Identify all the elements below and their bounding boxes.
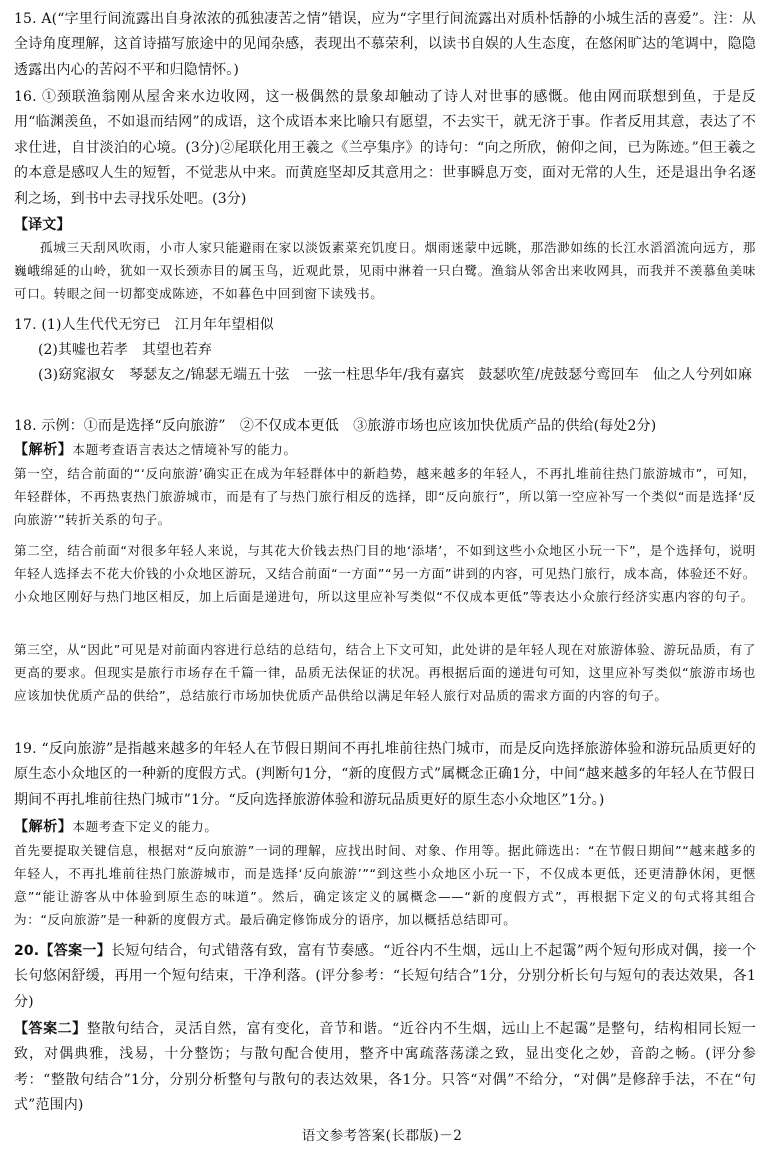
answer-18-blank-3: 第三空，从“因此”可见是对前面内容进行总结的总结句，结合上下文可知，此处讲的是年轻人现在对旅游体验、游玩品质，有了更高的要求。但现实是旅行市场存在千篇一律，品质无法保证的状况。再根据后面的递进句可知，这里应补写类似“旅游市场也应该加快优质产品的供给”，总结旅行市场加快优质产品供给以满足年轻人旅行对品质的需求方面的内容的句子。: [14, 642, 756, 703]
answer-20-option-1: [14, 939, 756, 1015]
answer-16: 16. ①颈联渔翁刚从屋舍来水边收网，这一极偶然的景象却触动了诗人对世事的感慨。他由网而联想到鱼，于是反用“临渊羡鱼，不如退而结网”的成语，这个成语本来比喻只有愿望，不去实干，就无济于事。作者反用其意，表达了不求仕进，自甘淡泊的心境。(3分)②尾联化用王羲之《兰亭集序》的诗句：“向之所欣，俯仰之间，已为陈迹。”但王羲之的本意是感叹人生的短暂，不觉悲从中来。而黄庭坚却反其意用之：世事瞬息万变，面对无常的人生，还是退出争名逐利之场，到书中去寻找乐处吧。(3分): [14, 89, 756, 207]
analysis-intro: 本题考查下定义的能力。: [72, 819, 218, 834]
answer-15: 15. A(“字里行间流露出自身浓浓的孤独凄苦之情”错误，应为“字里行间流露出对质朴恬静的小城生活的喜爱”。注：从全诗角度理解，这首诗描写旅途中的见闻杂感，表现出不慕荣利，以读书自娱的人生态度，在悠闲旷达的笔调中，隐隐透露出内心的苦闷不平和归隐情怀。): [14, 11, 756, 78]
answer-one-text: 长短句结合，句式错落有致，富有节奏感。“近谷内不生烟，远山上不起霭”两个短句形成对偶，接一个长句悠闲舒缓，再用一个短句结束，干净利落。(评分参考：“长短句结合”1分，分别分析长句与短句的表达效果，各1分): [14, 943, 756, 1010]
answer-20-option-2: [14, 1017, 756, 1119]
answer-16-translation: 孤城三天刮风吹雨，小市人家只能避雨在家以淡饭素菜充饥度日。烟雨迷蒙中远眺，那浩渺如练的长江水滔滔流向远方，那巍峨绵延的山岭，犹如一双长颈赤目的属玉鸟，近观此景，见雨中淋着一只白鹭。渔翁从邻舍出来收网具，而我并不羡慕鱼美味可口。转眼之间一切都变成陈迹，不如暮色中回到窗下读残书。: [14, 240, 756, 301]
answer-18-blank-1: 第一空，结合前面的“‘反向旅游’确实正在成为年轻群体中的新趋势，越来越多的年轻人，不再扎堆前往热门旅游城市”，可知，年轻群体，不再热衷热门旅游城市，而是有了与热门旅行相反的选择，即“反向旅行”，所以第一空应补写一个类似“而是选择‘反向旅游’”转折关系的句子。: [14, 466, 756, 527]
analysis-tag: 【解析】: [14, 819, 73, 835]
answer-16-translation-heading: [14, 213, 756, 238]
answer-19-analysis-body: 首先要提取关键信息，根据对“反向旅游”一词的理解，应找出时间、对象、作用等。据此筛选出：“在节假日期间”“越来越多的年轻人，不再扎堆前往热门旅游城市，而是选择‘反向旅游’”“到这些小众地区小玩一下，不仅成本更低，还更清静休闲，更惬意”“能让游客从中体验到原生态的味道”。然后，确定该定义的属概念——“新的度假方式”，再根据下定义的句式将其组合为：“反向旅游”是一种新的度假方式。最后确定修饰成分的语序，加以概括总结即可。: [14, 843, 756, 927]
answer-17-line-2: (2)其嘘也若孝 其望也若弃: [38, 342, 212, 358]
answer-18-analysis: [14, 438, 756, 462]
answer-two-text: 整散句结合，灵活自然，富有变化，音节和谐。“近谷内不生烟，远山上不起霭”是整句，结构相同长短一致，对偶典雅，浅易，十分整饬；与散句配合使用，整齐中寓疏落荡漾之致，显出变化之妙，音韵之畅。(评分参考：“整散句结合”1分，分别分析整句与散句的表达效果，各1分。只答“对偶”不给分，“对偶”是修辞手法，不在“句式”范围内): [14, 1021, 756, 1114]
page-footer: 语文参考答案(长郡版)－2: [301, 1128, 463, 1144]
analysis-tag: 【解析】: [14, 442, 73, 458]
answer-17-line-3: (3)窈窕淑女 琴瑟友之/锦瑟无端五十弦 一弦一柱思华年/我有嘉宾 鼓瑟吹笙/虎鼓瑟兮鸾回车 仙之人兮列如麻: [38, 367, 753, 383]
answer-19: 19. “反向旅游”是指越来越多的年轻人在节假日期间不再扎堆前往热门城市，而是反向选择旅游体验和游玩品质更好的原生态小众地区的一种新的度假方式。(判断句1分，“新的度假方式”属概念正确1分，中间“越来越多的年轻人在节假日期间不再扎堆前往热门城市”1分。“反向选择旅游体验和游玩品质更好的原生态小众地区”1分。): [14, 741, 756, 808]
answer-19-analysis: [14, 815, 756, 839]
answer-18: 18. 示例：①而是选择“反向旅游” ②不仅成本更低 ③旅游市场也应该加快优质产品的供给(每处2分): [14, 418, 657, 434]
answer-17-line-1: 17. (1)人生代代无穷已 江月年年望相似: [14, 317, 274, 333]
answer-two-tag: 【答案二】: [14, 1021, 87, 1037]
translation-tag: 【译文】: [14, 217, 71, 233]
analysis-intro: 本题考查语言表达之情境补写的能力。: [72, 442, 297, 457]
answer-18-blank-2: 第二空，结合前面“对很多年轻人来说，与其花大价钱去热门目的地‘添堵’，不如到这些小众地区小玩一下”，是个选择句，说明年轻人选择去不花大价钱的小众地区游玩，又结合前面“一方面”“另一方面”讲到的内容，可见热门旅行，成本高，体验还不好。小众地区刚好与热门地区相反，加上后面是递进句，所以这里应补写类似“不仅成本更低”等表达小众旅行经济实惠内容的句子。: [14, 543, 756, 604]
answer-one-tag: 20.【答案一】: [14, 943, 112, 959]
